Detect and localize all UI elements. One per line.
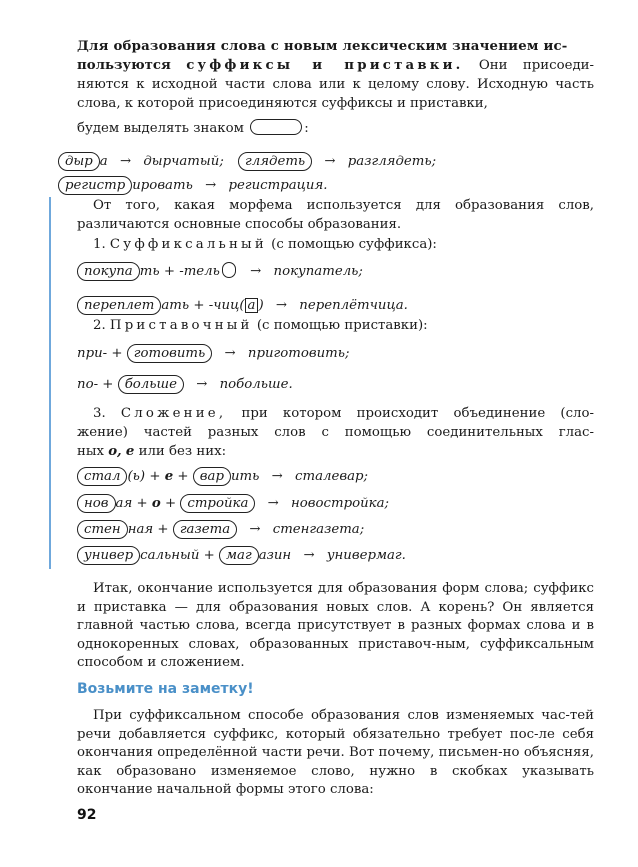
method1-heading: 1. Суффиксальный (с помощью суффикса): (93, 237, 437, 252)
intro-example-row2: регистр ировать → регистрация. (58, 176, 578, 195)
summary-paragraph: Итак, окончание используется для образования форм слова; суффикс и приставка — для образования новых слов. А корень? Он является главной частью слова, всегда присутствует в разных формах слова и в однокоренных словах, образованных приставоч-ным, суффиксальным способом и сложением. (77, 581, 594, 671)
method3-example-1: стал (ь) + е + вар ить → сталевар; (77, 467, 597, 486)
method3-example-4: универ сальный + маг азин → универмаг. (77, 546, 597, 565)
method3-text-b: жение) частей разных слов с помощью соединительных глас- (77, 425, 594, 440)
method2-example-2: по- + больше → побольше. (77, 377, 293, 392)
note-heading: Возьмите на заметку! (77, 681, 254, 697)
intro-line1: Для образования слова с новым лексическим значением ис- (77, 39, 568, 54)
intro-line2: пользуются суффиксы и приставки. Они присоеди- (77, 58, 594, 73)
margin-bar (49, 197, 51, 569)
method3-example-2: нов ая + о + стройка → новостройка; (77, 494, 597, 513)
method1-example-1: покупа ть + -тель → покупатель; (77, 262, 597, 281)
method3-text-c: ных о, е или без них: (77, 444, 227, 459)
method2-heading: 2. Приставочный (с помощью приставки): (93, 318, 428, 333)
method2-example-1: при- + готовить → приготовить; (77, 346, 350, 361)
note-paragraph: При суффиксальном способе образования слов изменяемых час-тей речи добавляется суффикс, который обязательно требует пос-ле себя окончания определённой части речи. Вот почему, письмен-но объясняя, как образовано изменяемое слово, нужно в скобках указывать окончание начальной формы этого слова: (77, 708, 594, 798)
method3-heading: 3. Сложение, при котором происходит объединение (сло- (93, 406, 594, 421)
root-sign-icon (250, 119, 302, 135)
page-number: 92 (77, 807, 97, 823)
intro-example-row1: дыр а → дырчатый; глядеть → разглядеть; (58, 152, 578, 171)
intro-last: будем выделять знаком : (77, 121, 309, 136)
method3-example-3: стен ная + газета → стенгазета; (77, 520, 597, 539)
methods-intro: От того, какая морфема используется для образования слов, различаются основные способы образования. (77, 198, 594, 232)
intro-rest: няются к исходной части слова или к целому слову. Исходную часть слова, к которой присоединяются суффиксы и приставки, (77, 77, 594, 111)
method1-example-2: переплет ать + -чиц( а ) → переплётчица. (77, 296, 597, 315)
